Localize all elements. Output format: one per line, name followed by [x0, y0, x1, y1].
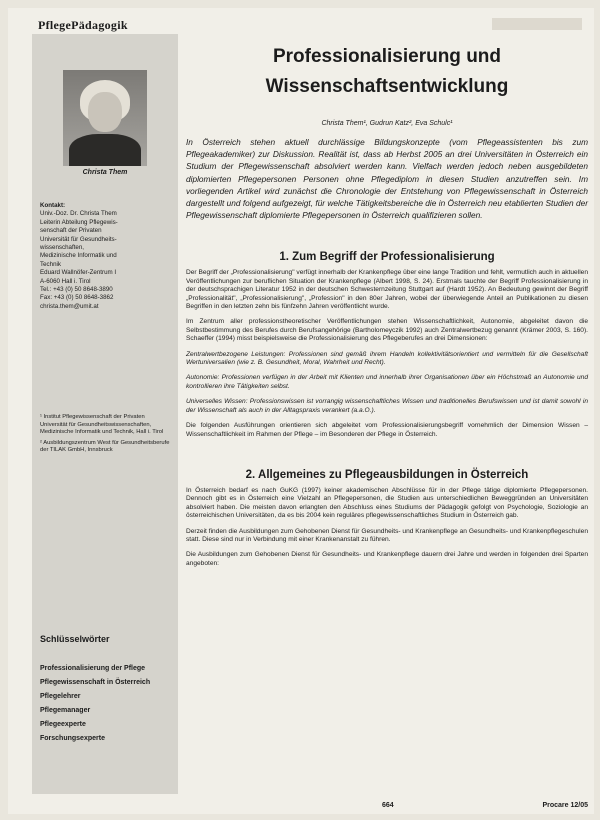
- contact-line: Universität für Gesundheits-: [40, 235, 117, 243]
- keyword-item: Professionalisierung der Pflege: [40, 665, 146, 672]
- footnote: ¹ Institut Pflegewissenschaft der Privaten Universität für Gesundheitswissenschaften, Medizinische Informatik und Technik, Hall i. Tirol: [40, 414, 164, 436]
- article-title: [186, 42, 588, 102]
- keyword-item: Pflegemanager: [40, 707, 91, 714]
- contact-title: Kontakt:: [40, 202, 66, 209]
- keywords-box: [40, 634, 170, 748]
- page-footer: [186, 802, 588, 812]
- section-2-body: [186, 487, 588, 568]
- paragraph: Universelles Wissen: Professionswissen ist vorrangig wissenschaftliches Wissen und traditionelles Berufswissen und ist damit sowohl in der Wissenschaft als auch in der Alltagspraxis verankert (a.a.O.).: [186, 398, 588, 414]
- section-label: PflegePädagogik: [38, 18, 128, 32]
- keyword-item: Pflegelehrer: [40, 693, 81, 700]
- contact-line: Tel.: +43 (0) 50 8648-3890: [40, 286, 113, 294]
- paragraph: Der Begriff der „Professionalisierung" verfügt innerhalb der Krankenpflege über eine lange Tradition und fehlt, vermutlich auch in aktuellen Veröffentlichungen zur beruflichen Situation der Krankenpflege (Albert 1998, S. 24). Erstmals tauchte der Begriff Professionalisierung in der deutschsprachigen Literatur 1952 in der deutschen Schwesternzeitung Stuttgart auf (Hardt 1952). An Bedeutung gewinnt der Begriff „Professionalität", „Professionalisierung", „Profession" in den 80er Jahren, wobei der überwiegende Anteil an Publikationen zu diesen Begriffen in den letzten zehn bis fünfzehn Jahren veröffentlicht wurde.: [186, 269, 588, 311]
- article-main: [186, 34, 588, 575]
- paragraph: Zentralwertbezogene Leistungen: Professionen sind gemäß ihrem Handeln kollektivitätsorientiert und vermitteln für die Gesellschaft Wertuniversalien (wie z. B. Gesundheit, Moral, Wahrheit und Recht).: [186, 350, 588, 367]
- section-heading-1: 1. Zum Begriff der Professionalisierung: [279, 251, 495, 264]
- paragraph: Die Ausbildungen zum Gehobenen Dienst für Gesundheits- und Krankenpflege dauern drei Jahre und werden in folgenden drei Sparten angeboten:: [186, 551, 588, 567]
- paragraph: Autonomie: Professionen verfügen in der Arbeit mit Klienten und innerhalb ihrer Organisationen über ein Höchstmaß an Autonomie und kontrollieren ihre Tätigkeiten selbst.: [186, 374, 588, 390]
- paragraph: In Österreich bedarf es nach GuKG (1997) keiner akademischen Abschlüsse für in der Pflege tätige diplomierte Pflegepersonen. Dennoch gibt es in Österreich eine Vielzahl an Pflegepersonen, die Studien aus unterschiedlichen Beweggründen an Universitäten absolviert haben. Die meisten davon erlangten den Abschluss eines Studiums der Pädagogik gefolgt von Psychologie, Soziologie an österreichischen Universitäten, da es bis 2004 kein reguläres pflegewissenschaftliches Studium in Österreich gab.: [186, 486, 588, 520]
- photo-caption: Christa Them: [82, 169, 128, 176]
- contact-box: [40, 202, 170, 311]
- contact-line: Fax: +43 (0) 50 8648-3862: [40, 294, 114, 302]
- contact-line: Eduard Wallnöfer-Zentrum I: [40, 269, 117, 277]
- magazine-issue: Procare 12/05: [542, 802, 588, 809]
- page: [8, 8, 594, 814]
- footnotes: [40, 414, 170, 458]
- contact-email: christa.them@umit.at: [40, 302, 99, 310]
- page-number: 664: [382, 802, 394, 809]
- abstract: In Österreich stehen aktuell durchlässige Bildungskonzepte (vom Pflegeassistenten bis zum Pflegeakademiker) zur Diskussion. Realität ist, dass ab Herbst 2005 an drei Universitäten in Österreich ein Studium der Pflegewissenschaft absolviert werden kann. Vielfach werden jedoch neben ausgebildeten diplomierten Pflegepersonen Personen ohne Pflegediplom in diesen Studien anzutreffen sein. Im vorliegenden Artikel wird zunächst die Chronologie der Entstehung von Pflegewissenschaft in Österreich dargestellt und folgend aufgezeigt, für welche Tätigkeitsbereiche die in Österreich neu etablierten Studien der Pflegewissenschaft diplomierte Pflegepersonen in Österreich qualifizieren sollen.: [186, 137, 588, 221]
- contact-line: Medizinische Informatik und: [40, 252, 117, 260]
- keyword-item: Pflegeexperte: [40, 721, 86, 728]
- header-bar: [492, 18, 582, 30]
- contact-line: Leiterin Abteilung Pflegewis-: [40, 218, 118, 226]
- keyword-item: Pflegewissenschaft in Österreich: [40, 679, 151, 686]
- contact-line: wissenschaften,: [40, 244, 85, 252]
- contact-line: Univ.-Doz. Dr. Christa Them: [40, 210, 117, 218]
- title-line-2: Wissenschaftsentwicklung: [265, 76, 509, 97]
- section-heading-2: 2. Allgemeines zu Pflegeausbildungen in Österreich: [245, 468, 529, 481]
- contact-line: A-6060 Hall i. Tirol: [40, 277, 91, 285]
- paragraph: Im Zentrum aller professionstheoretischer Veröffentlichungen stehen Wissenschaftlichkeit, Autonomie, abgeleitet davon die Selbstbestimmung des Berufes durch Berufsangehörige (Bartholomeyczik 1992) auch Zentralwertbezug genannt (Krämer 2003, S. 160). Schaeffer (1994) misst beispielsweise die Professionalisierung des Pflegeberufes an drei Dimensionen:: [186, 318, 588, 343]
- contact-line: senschaft der Privaten: [40, 227, 102, 235]
- keyword-item: Forschungsexperte: [40, 735, 105, 742]
- title-line-1: Professionalisierung und: [272, 46, 502, 67]
- section-1-body: [186, 269, 588, 439]
- paragraph: Derzeit finden die Ausbildungen zum Gehobenen Dienst für Gesundheits- und Krankenpflege an Gesundheits- und Krankenpflegeschulen statt. Diese sind nur in Verbindung mit einer Krankenanstalt zu führen.: [186, 527, 588, 543]
- keywords-list: [40, 664, 170, 743]
- footnote: ² Ausbildungszentrum West für Gesundheitsberufe der TILAK GmbH, Innsbruck: [40, 439, 170, 454]
- paragraph: Die folgenden Ausführungen orientieren sich abgeleitet vom Professionalisierungsbegriff vornehmlich der Dimension Wissen – Wissenschaftlichkeit im Rahmen der Pflege – im Besonderen der Pflege in Österreich.: [186, 422, 588, 438]
- contact-line: Technik: [40, 260, 61, 268]
- author-photo: [63, 70, 147, 166]
- sidebar: [32, 34, 178, 794]
- authors: Christa Them¹, Gudrun Katz², Eva Schulc¹: [321, 120, 453, 127]
- keywords-title: Schlüsselwörter: [40, 634, 110, 644]
